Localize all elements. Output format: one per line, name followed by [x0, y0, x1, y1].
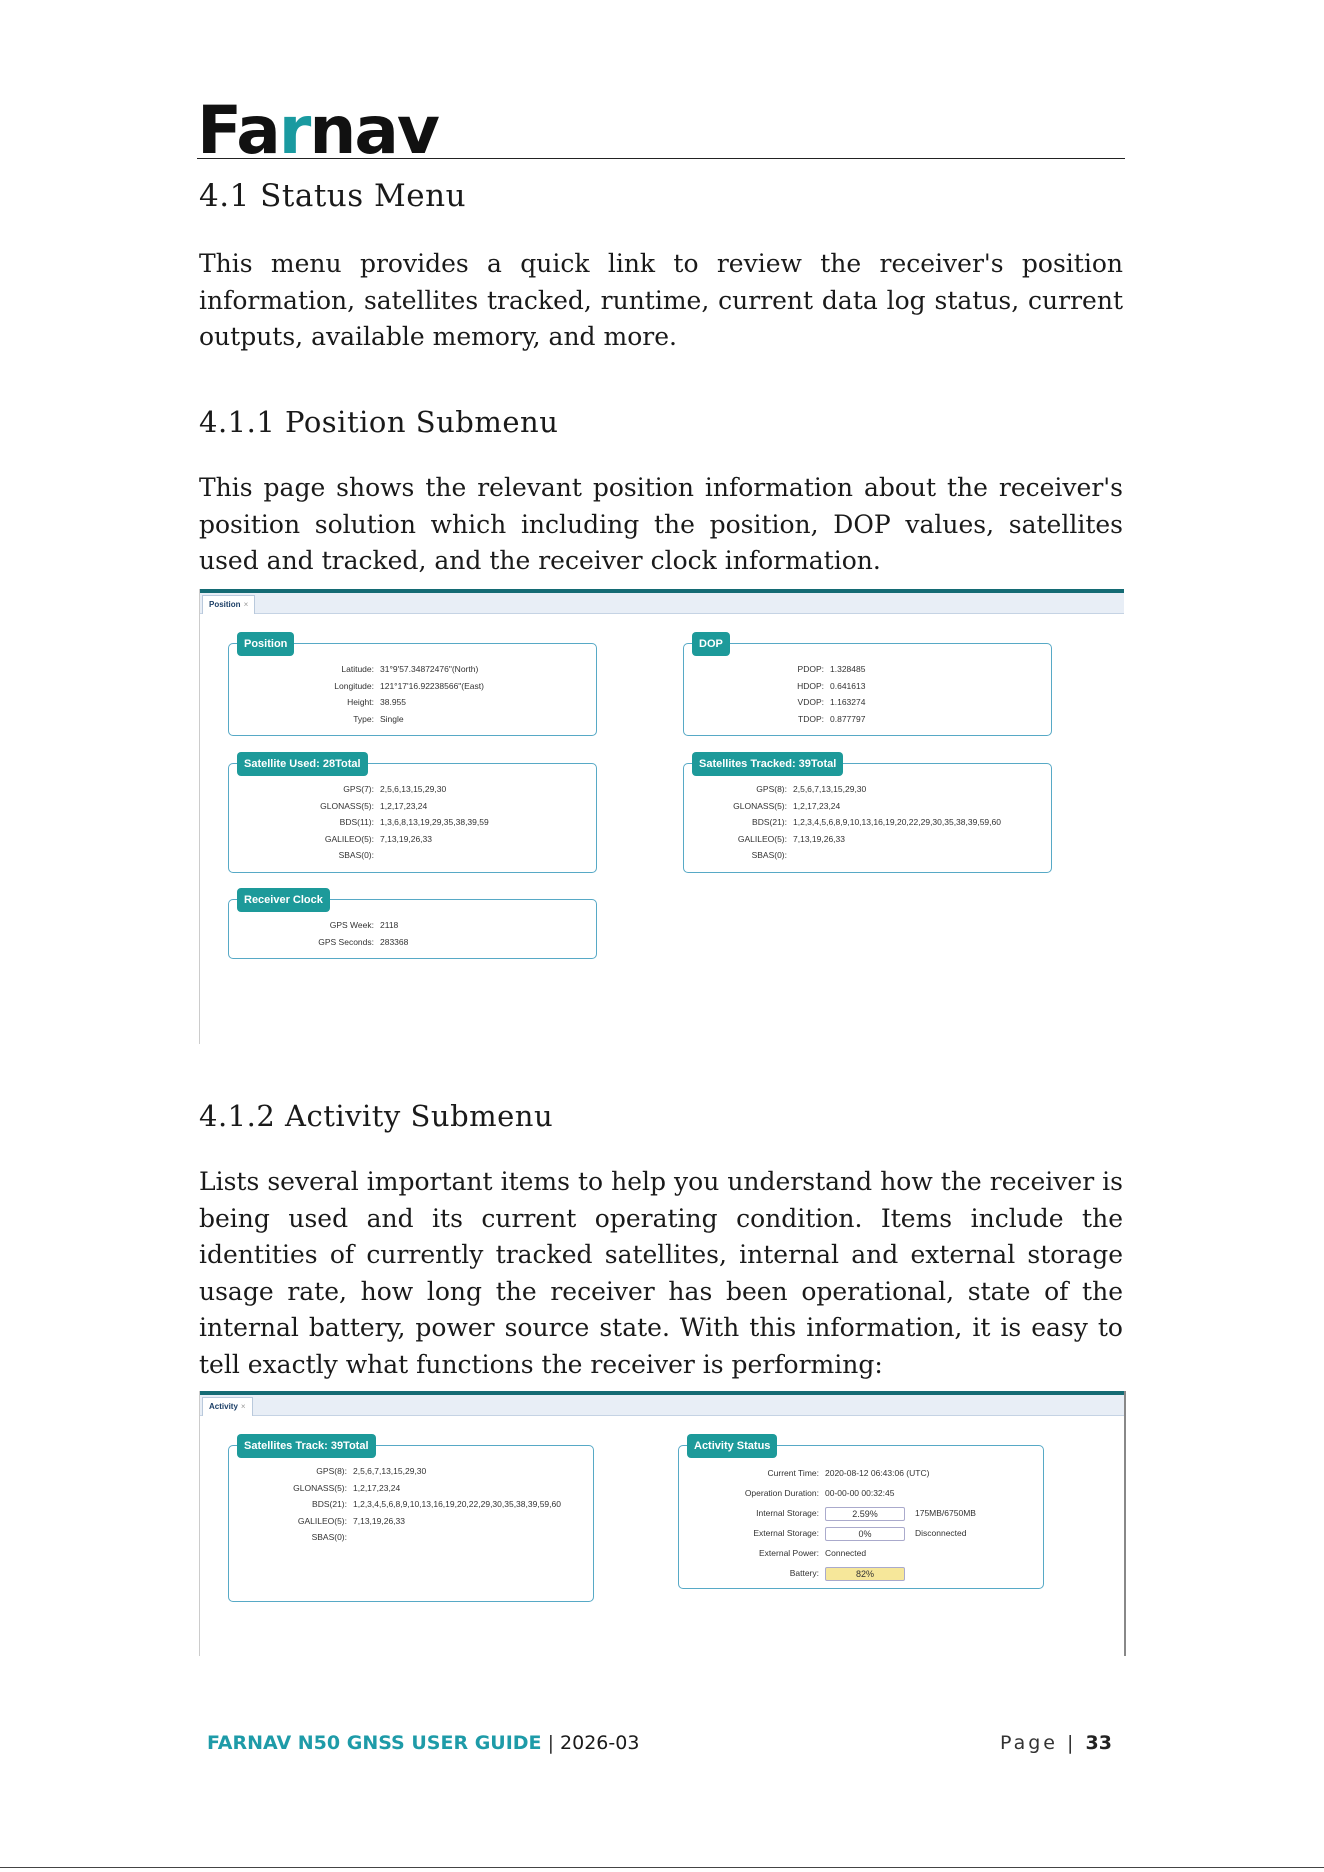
satellite-used-title: Satellite Used: 28Total [237, 752, 368, 776]
field-label: GLONASS(5): [293, 1482, 347, 1493]
field-label: Longitude: [334, 680, 374, 691]
field-value: 1.163274 [830, 697, 866, 707]
field-row [684, 678, 865, 695]
operation-duration-row [679, 1483, 976, 1503]
header-rule [197, 158, 1125, 159]
position-paragraph: This page shows the relevant position information about the receiver's position solution which including the position, DOP values, satellites used and tracked, and the receiver clock information. [199, 473, 1123, 575]
field-row [229, 917, 408, 934]
field-value: 7,13,19,26,33 [793, 833, 845, 844]
field-label: BDS(21): [752, 817, 787, 827]
field-label: BDS(11): [339, 817, 374, 827]
field-value: 1,2,3,4,5,6,8,9,10,13,16,19,20,22,29,30,35,38,39,59,60 [353, 1499, 561, 1509]
field-value: 1,3,6,8,13,19,29,35,38,39,59 [380, 817, 489, 827]
internal-storage-row [679, 1503, 976, 1523]
section-title-status: 4.1 Status Menu [199, 178, 467, 214]
satellites-track-panel [228, 1440, 594, 1602]
receiver-clock-title: Receiver Clock [237, 888, 330, 912]
operation-duration-value: 00-00-00 00:32:45 [825, 1488, 895, 1498]
external-storage-row [679, 1523, 976, 1543]
dop-fields [684, 661, 865, 727]
current-time-label: Current Time: [767, 1468, 819, 1478]
field-row [229, 847, 489, 864]
operation-duration-label: Operation Duration: [744, 1488, 819, 1498]
field-row [684, 798, 1001, 815]
receiver-clock-fields [229, 917, 408, 950]
field-label: SBAS(0): [338, 850, 374, 860]
field-label: GPS(8): [316, 1466, 347, 1476]
field-row [684, 711, 865, 728]
page-number-value: 33 [1085, 1732, 1112, 1754]
field-row [229, 711, 484, 728]
field-row [229, 694, 484, 711]
activity-paragraph: Lists several important items to help you understand how the receiver is being used and its current operating condition. Items include the identities of currently tracked satellites, internal and external storage usage rate, how long the receiver has been operational, state of the internal battery, power source state. With this information, it is easy to tell exactly what functions the receiver is performing: [199, 1167, 1123, 1379]
field-value: 0.877797 [830, 713, 866, 724]
tab-strip [200, 593, 1124, 614]
field-row [684, 847, 1001, 864]
field-label: TDOP: [798, 713, 824, 724]
satellites-tracked-fields [684, 781, 1001, 864]
external-storage-state: Disconnected [915, 1528, 967, 1538]
position-screenshot [199, 589, 1124, 1044]
footer-date: 2026-03 [560, 1732, 640, 1754]
external-power-value: Connected [825, 1548, 867, 1558]
status-paragraph: This menu provides a quick link to review the receiver's position information, satellites tracked, runtime, current data log status, current outputs, available memory, and more. [199, 249, 1123, 351]
field-value: 0.641613 [830, 680, 866, 691]
field-value: 2,5,6,7,13,15,29,30 [353, 1466, 427, 1476]
farnav-logo: Farnav [197, 92, 438, 169]
dop-panel-title: DOP [692, 632, 730, 656]
internal-storage-bar: 2.59% [825, 1507, 905, 1521]
battery-bar: 82% [825, 1567, 905, 1581]
field-row [229, 1496, 561, 1513]
satellite-used-fields [229, 781, 489, 864]
section-title-activity: 4.1.2 Activity Submenu [199, 1099, 554, 1133]
position-panel [228, 638, 597, 736]
field-label: GLONASS(5): [733, 800, 787, 811]
field-value: 1,2,3,4,5,6,8,9,10,13,16,19,20,22,29,30,35,38,39,59,60 [793, 817, 1001, 827]
external-power-label: External Power: [759, 1548, 819, 1558]
page-label: Page [1000, 1732, 1058, 1754]
footer-separator: | [541, 1732, 561, 1754]
field-label: BDS(21): [312, 1499, 347, 1509]
field-row [229, 781, 489, 798]
external-power-row [679, 1543, 976, 1563]
position-fields [229, 661, 484, 727]
field-value: 121°17'16.92238566"(East) [380, 680, 484, 691]
external-storage-bar: 0% [825, 1527, 905, 1541]
field-value: 31°9'57.34872476"(North) [380, 664, 479, 674]
field-value: 1,2,17,23,24 [793, 800, 841, 811]
internal-storage-label: Internal Storage: [756, 1508, 819, 1518]
field-label: SBAS(0): [311, 1532, 347, 1542]
external-storage-label: External Storage: [753, 1528, 819, 1538]
field-value: 7,13,19,26,33 [380, 833, 432, 844]
current-time-value: 2020-08-12 06:43:06 (UTC) [825, 1468, 930, 1478]
satellites-track-title: Satellites Track: 39Total [237, 1434, 376, 1458]
field-row [229, 661, 484, 678]
field-label: GPS Week: [329, 920, 374, 930]
tab-close-icon[interactable]: × [243, 600, 249, 609]
field-value: 2118 [380, 920, 399, 930]
field-value: 283368 [380, 936, 409, 947]
field-label: GALILEO(5): [737, 833, 787, 844]
field-value: Single [380, 713, 404, 724]
field-label: GPS Seconds: [318, 936, 374, 947]
field-row [684, 831, 1001, 848]
satellites-track-fields [229, 1463, 561, 1546]
field-label: GPS(7): [343, 784, 374, 794]
activity-status-fields [679, 1463, 976, 1583]
footer-title [207, 1732, 639, 1754]
field-row [229, 1529, 561, 1546]
field-row [229, 1480, 561, 1497]
field-row [229, 798, 489, 815]
field-label: GPS(8): [756, 784, 787, 794]
satellites-tracked-panel [683, 758, 1052, 873]
field-row [684, 781, 1001, 798]
tab-strip [200, 1395, 1124, 1416]
field-label: Height: [347, 697, 374, 707]
field-label: HDOP: [797, 680, 824, 691]
dop-panel [683, 638, 1052, 736]
field-label: GALILEO(5): [297, 1515, 347, 1526]
field-label: GLONASS(5): [320, 800, 374, 811]
tab-activity[interactable]: Activity × [202, 1397, 253, 1416]
field-row [684, 814, 1001, 831]
current-time-row [679, 1463, 976, 1483]
satellites-tracked-title: Satellites Tracked: 39Total [692, 752, 843, 776]
tab-position[interactable]: Position × [202, 595, 255, 614]
field-label: GALILEO(5): [324, 833, 374, 844]
activity-status-title: Activity Status [687, 1434, 777, 1458]
receiver-clock-panel [228, 894, 597, 959]
field-label: VDOP: [797, 697, 824, 707]
position-panel-title: Position [237, 632, 294, 656]
satellite-used-panel [228, 758, 597, 873]
field-row [229, 678, 484, 695]
field-label: Type: [353, 713, 374, 724]
field-row [684, 661, 865, 678]
page-number [1000, 1732, 1112, 1754]
field-label: Latitude: [341, 664, 374, 674]
field-value: 38.955 [380, 697, 406, 707]
bottom-rule [0, 1867, 1324, 1868]
activity-screenshot [199, 1391, 1126, 1656]
field-value: 1.328485 [830, 664, 866, 674]
field-row [229, 934, 408, 951]
activity-status-panel [678, 1440, 1044, 1589]
field-value: 1,2,17,23,24 [353, 1482, 401, 1493]
battery-row [679, 1563, 976, 1583]
battery-label: Battery: [789, 1568, 819, 1578]
tab-close-icon[interactable]: × [240, 1402, 246, 1411]
field-value: 7,13,19,26,33 [353, 1515, 405, 1526]
section-title-position: 4.1.1 Position Submenu [199, 405, 559, 439]
page-separator: | [1058, 1732, 1077, 1754]
field-row [229, 831, 489, 848]
field-label: PDOP: [797, 664, 824, 674]
field-label: SBAS(0): [751, 850, 787, 860]
internal-storage-capacity: 175MB/6750MB [915, 1508, 976, 1518]
field-value: 2,5,6,7,13,15,29,30 [793, 784, 867, 794]
field-value: 1,2,17,23,24 [380, 800, 428, 811]
footer-brand: FARNAV N50 GNSS USER GUIDE [207, 1732, 542, 1754]
field-row [229, 814, 489, 831]
field-row [684, 694, 865, 711]
field-row [229, 1513, 561, 1530]
field-row [229, 1463, 561, 1480]
field-value: 2,5,6,13,15,29,30 [380, 784, 447, 794]
